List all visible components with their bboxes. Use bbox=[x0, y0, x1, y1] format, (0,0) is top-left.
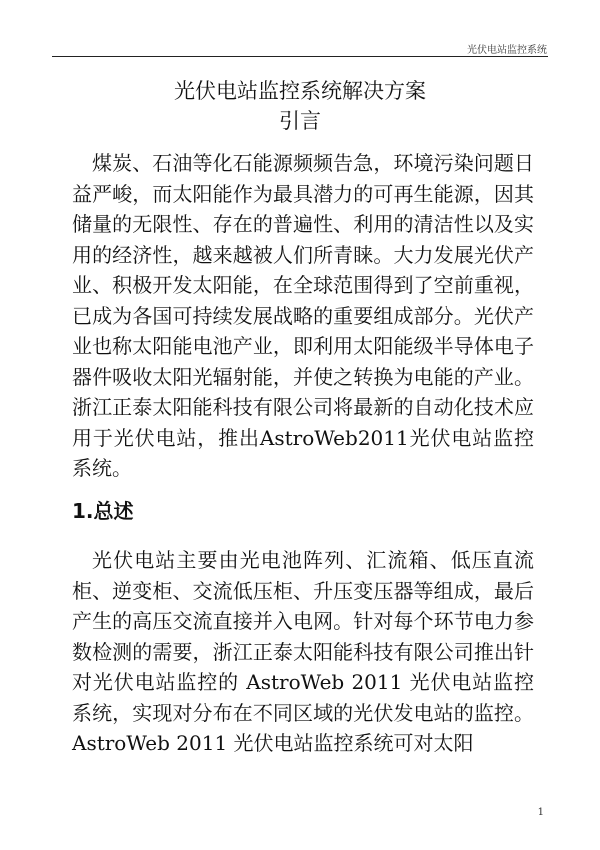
section-heading bbox=[72, 497, 134, 525]
document-subtitle: 引言 bbox=[279, 109, 321, 133]
page-number: 1 bbox=[537, 807, 544, 818]
document-title: 光伏电站监控系统解决方案 bbox=[174, 79, 426, 103]
intro-paragraph: 煤炭、石油等化石能源频频告急，环境污染问题日益严峻，而太阳能作为最具潜力的可再生能源，因其储量的无限性、存在的普遍性、利用的清洁性以及实用的经济性，越来越被人们所青睐。大力发展光伏产业、积极开发太阳能，在全球范围得到了空前重视，已成为各国可持续发展战略的重要组成部分。光伏产业也称太阳能电池产业，即利用太阳能级半导体电子器件吸收太阳光辐射能，并使之转换为电能的产业。浙江正泰太阳能科技有限公司将最新的自动化技术应用于光伏电站，推出AstroWeb2011光伏电站监控系统。 bbox=[72, 151, 534, 480]
header-divider bbox=[52, 56, 548, 57]
section-title: 总述 bbox=[93, 499, 134, 523]
running-header: 光伏电站监控系统 bbox=[467, 45, 547, 56]
section-number: 1. bbox=[72, 499, 94, 523]
section-paragraph: 光伏电站主要由光电池阵列、汇流箱、低压直流柜、逆变柜、交流低压柜、升压变压器等组成，最后产生的高压交流直接并入电网。针对每个环节电力参数检测的需要，浙江正泰太阳能科技有限公司推出针对光伏电站监控的 AstroWeb 2011 光伏电站监控系统，实现对分布在不同区域的光伏发电站的监控。AstroWeb 2011 光伏电站监控系统可对太阳 bbox=[72, 548, 534, 755]
